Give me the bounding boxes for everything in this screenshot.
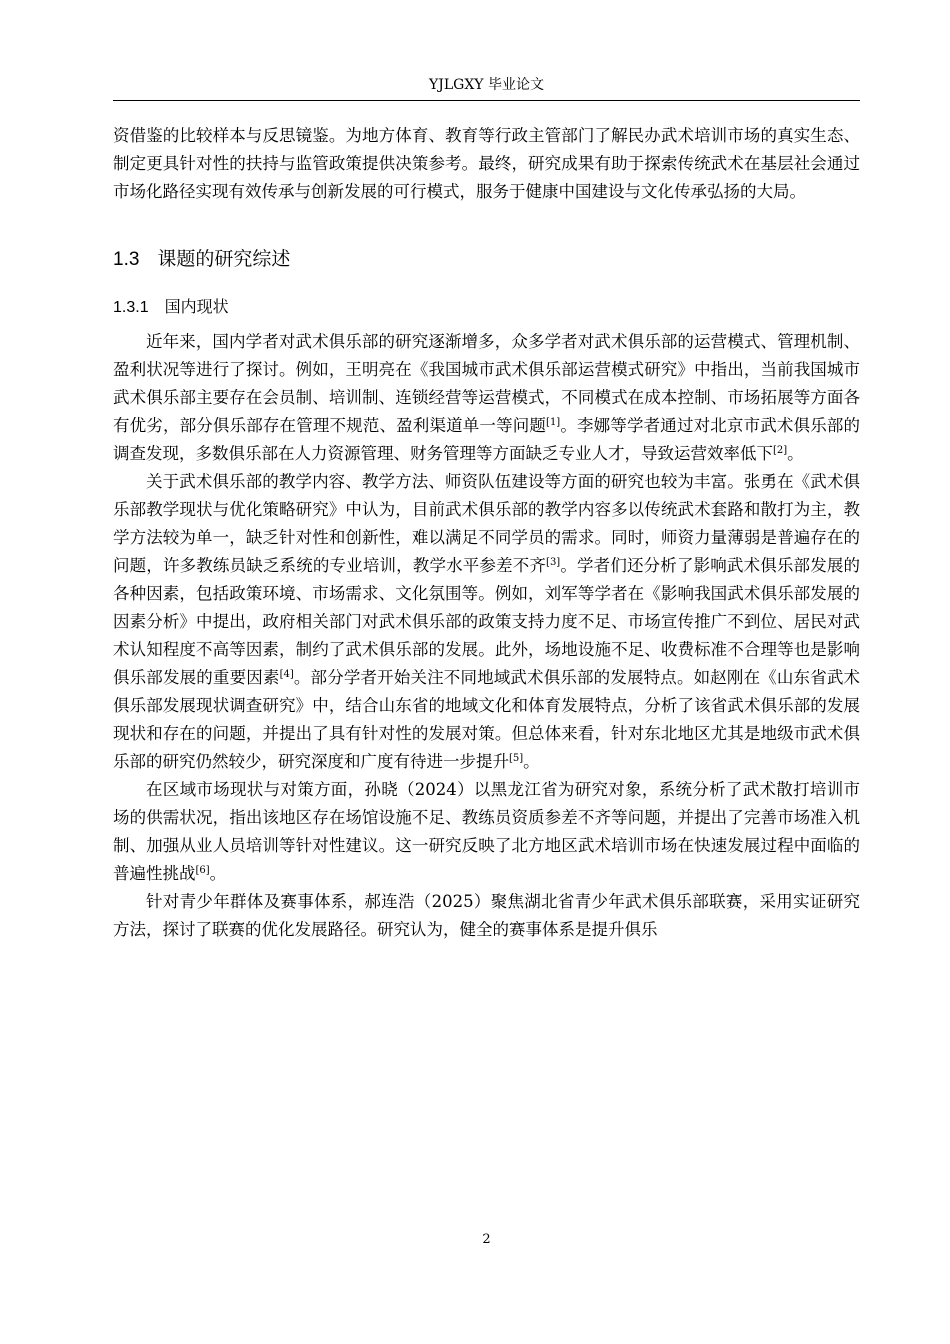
subsection-number: 1.3.1 [113,299,149,316]
citation-marker: [5] [509,753,524,764]
section-heading [113,246,860,273]
section-number: 1.3 [113,249,140,270]
subsection-title: 国内现状 [164,297,229,316]
paragraph-text: 。 [523,752,540,771]
citation-marker: [4] [279,669,294,680]
body-paragraph [113,468,860,776]
header-rule [113,100,860,101]
page-number: 2 [482,1232,491,1247]
citation-marker: [2] [773,445,788,456]
paragraph-text: 。 [209,864,227,883]
paragraph-text: 。学者们还分析了影响武术俱乐部发展的各种因素，包括政策环境、市场需求、文化氛围等。例如，刘军等学者在《影响我国武术俱乐部发展的因素分析》中提出，政府相关部门对武术俱乐部的政策支持力度不足、市场宣传推广不到位、居民对武术认知程度不高等因素，制约了武术俱乐部的发展。此外，场地设施不足、收费标准不合理等也是影响俱乐部发展的重要因素 [113,556,861,687]
paragraph-text: 。 [787,444,804,463]
paragraph-text: 。李娜等学者通过对北京市武术俱乐部的调查发现，多数俱乐部在人力资源管理、财务管理等方面缺乏专业人才，导致运营效率低下 [113,416,861,463]
main-content [113,122,860,944]
intro-paragraph: 资借鉴的比较样本与反思镜鉴。为地方体育、教育等行政主管部门了解民办武术培训市场的真实生态、制定更具针对性的扶持与监管政策提供决策参考。最终，研究成果有助于探索传统武术在基层社会通过市场化路径实现有效传承与创新发展的可行模式，服务于健康中国建设与文化传承弘扬的大局。 [113,126,860,201]
section-title: 课题的研究综述 [157,248,291,270]
subsection-heading [113,295,860,320]
citation-marker: [1] [546,417,561,428]
paragraph-text: 。部分学者开始关注不同地域武术俱乐部的发展特点。如赵刚在《山东省武术俱乐部发展现状调查研究》中，结合山东省的地域文化和体育发展特点，分析了该省武术俱乐部的发展现状和存在的问题，并提出了具有针对性的发展对策。但总体来看，针对东北地区尤其是地级市武术俱乐部的研究仍然较少，研究深度和广度有待进一步提升 [113,668,861,771]
body-paragraph [113,776,860,888]
body-paragraph [113,888,860,944]
running-header: YJLGXY 毕业论文 [429,77,544,93]
paragraph-text: 在区域市场现状与对策方面，孙晓（2024）以黑龙江省为研究对象，系统分析了武术散打培训市场的供需状况，指出该地区存在场馆设施不足、教练员资质参差不齐等问题，并提出了完善市场准入机制、加强从业人员培训等针对性建议。这一研究反映了北方地区武术培训市场在快速发展过程中面临的普遍性挑战 [113,780,860,883]
citation-marker: [3] [546,557,561,568]
paragraph-text: 关于武术俱乐部的教学内容、教学方法、师资队伍建设等方面的研究也较为丰富。张勇在《武术俱乐部教学现状与优化策略研究》中认为，目前武术俱乐部的教学内容多以传统武术套路和散打为主，教学方法较为单一，缺乏针对性和创新性，难以满足不同学员的需求。同时，师资力量薄弱是普遍存在的问题，许多教练员缺乏系统的专业培训，教学水平参差不齐 [113,472,860,575]
paragraph-text: 近年来，国内学者对武术俱乐部的研究逐渐增多，众多学者对武术俱乐部的运营模式、管理机制、盈利状况等进行了探讨。例如，王明亮在《我国城市武术俱乐部运营模式研究》中指出，当前我国城市武术俱乐部主要存在会员制、培训制、连锁经营等运营模式，不同模式在成本控制、市场拓展等方面各有优劣，部分俱乐部存在管理不规范、盈利渠道单一等问题 [113,332,860,435]
citation-marker: [6] [195,865,210,876]
body-paragraphs [113,328,860,944]
body-paragraph [113,328,860,468]
paragraph-text: 针对青少年群体及赛事体系，郝连浩（2025）聚焦湖北省青少年武术俱乐部联赛，采用实证研究方法，探讨了联赛的优化发展路径。研究认为，健全的赛事体系是提升俱乐 [113,892,860,939]
